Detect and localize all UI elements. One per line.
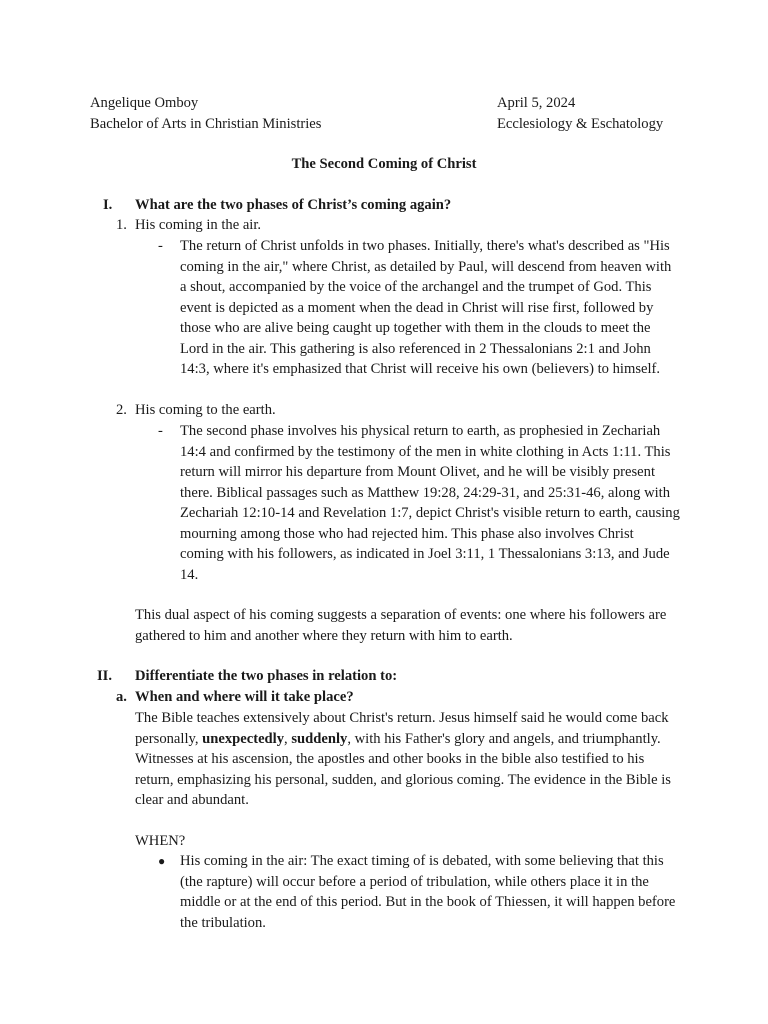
sub-a-heading: When and where will it take place? <box>135 689 354 705</box>
item-1-label: His coming in the air. <box>135 217 262 233</box>
document-title: The Second Coming of Christ <box>291 156 477 172</box>
item-2-number: 2. <box>116 402 127 418</box>
paragraph-text-end: , with his Father's glory and angels, and triumphantly. Witnesses at his ascension, the apostles and other books in the bible also testified to his return, emphasizing his personal, sudden, and glorious coming. The evidence in the Bible is clear and abundant. <box>135 730 671 808</box>
sub-a-paragraph <box>135 708 680 811</box>
item-1-dash: - <box>158 238 163 254</box>
item-2-label: His coming to the earth. <box>135 402 276 418</box>
paragraph-text-start: The Bible teaches extensively about Christ's return. Jesus himself said he would come back personally, <box>135 710 669 747</box>
course-name: Ecclesiology & Eschatology <box>497 115 664 132</box>
when-label: WHEN? <box>135 833 186 849</box>
section-2-numeral: II. <box>97 668 113 684</box>
sub-a-letter: a. <box>116 689 127 705</box>
emphasis-separator: , <box>284 730 292 747</box>
header-right <box>497 93 663 134</box>
emphasis-suddenly: suddenly <box>291 730 348 747</box>
section-2-heading: Differentiate the two phases in relation to: <box>135 668 398 684</box>
item-1-text: The return of Christ unfolds in two phases. Initially, there's what's described as "His coming in the air," where Christ, as detailed by Paul, will descend from heaven with a shout, accompanied by the voice of the archangel and the trumpet of God. This event is depicted as a moment when the dead in Christ will rise first, followed by those who are alive being caught up together with them in the clouds to meet the Lord in the air. This gathering is also referenced in 2 Thessalonians 2:1 and John 14:3, where it's emphasized that Christ will receive his own (believers) to himself. <box>180 238 672 377</box>
item-1-number: 1. <box>116 217 127 233</box>
bullet-1-text: His coming in the air: The exact timing of is debated, with some believing that this (the rapture) will occur before a period of tribulation, while others place it in the middle or at the end of this period. But in the book of Thiessen, it will happen before the tribulation. <box>180 853 676 931</box>
section-1-numeral: I. <box>103 197 113 213</box>
program-name: Bachelor of Arts in Christian Ministries <box>90 115 322 132</box>
document-date: April 5, 2024 <box>497 95 576 111</box>
item-2-dash: - <box>158 423 163 439</box>
section-1-summary: This dual aspect of his coming suggests a separation of events: one where his followers are gathered to him and another where they return with him to earth. <box>135 607 667 644</box>
section-1-heading: What are the two phases of Christ’s coming again? <box>135 197 452 213</box>
author-name: Angelique Omboy <box>90 95 199 111</box>
emphasis-unexpectedly: unexpectedly <box>202 730 285 747</box>
header-left <box>90 93 321 134</box>
item-2-text: The second phase involves his physical return to earth, as prophesied in Zechariah 14:4 and confirmed by the testimony of the men in white clothing in Acts 1:11. This return will mirror his departure from Mount Olivet, and he will be visibly present there. Biblical passages such as Matthew 19:28, 24:29-31, and 25:31-46, along with Zechariah 12:10-14 and Revelation 1:7, depict Christ's visible return to earth, causing mourning among those who had rejected him. This phase also involves Christ coming with his followers, as indicated in Joel 3:11, 1 Thessalonians 3:13, and Jude 14. <box>180 423 680 583</box>
bullet-icon: ● <box>158 854 166 868</box>
